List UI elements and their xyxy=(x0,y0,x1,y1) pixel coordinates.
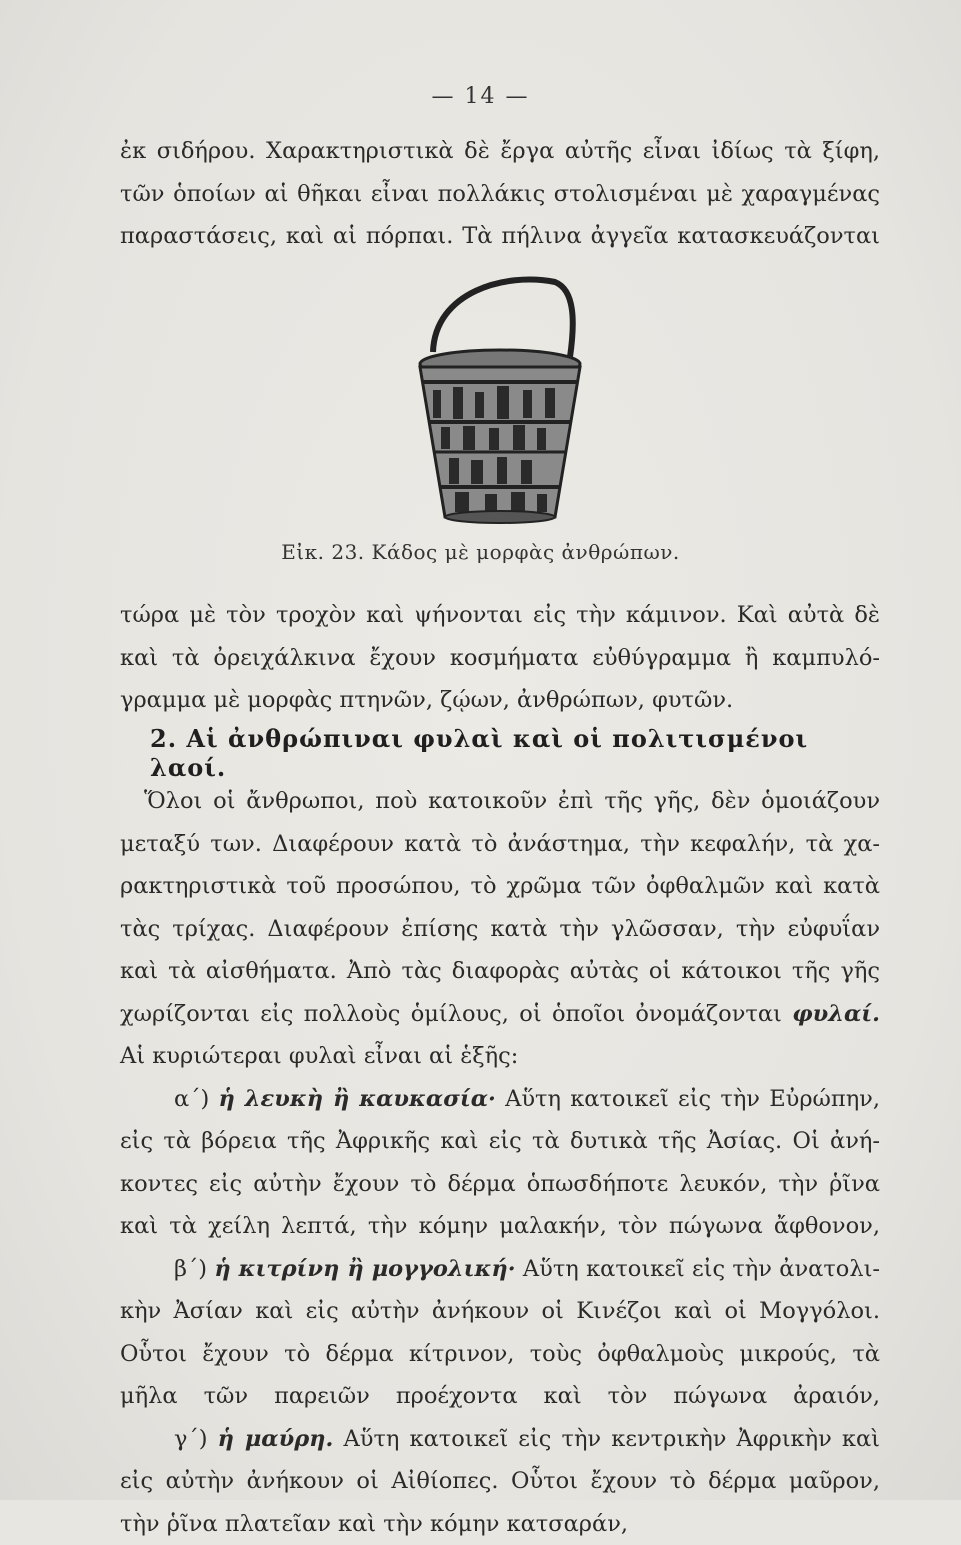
race-name: ἡ μαύρη. xyxy=(218,1426,334,1452)
text-line: Οὗτοι ἔχουν τὸ δέρμα κίτρινον, τοὺς ὀφθαλμοὺς μικρούς, τὰ xyxy=(120,1333,880,1376)
text-line: εἰς τὰ βόρεια τῆς Ἀφρικῆς καὶ εἰς τὰ δυτικὰ τῆς Ἀσίας. Οἱ ἀνή- xyxy=(120,1120,880,1163)
text-line: καὶ τὰ ὀρειχάλκινα ἔχουν κοσμήματα εὐθύγραμμα ἢ καμπυλό- xyxy=(120,637,880,680)
list-marker: β΄) xyxy=(174,1256,207,1282)
text-line: τὴν ῥῖνα πλατεῖαν καὶ τὴν κόμην κατσαράν, xyxy=(120,1503,880,1545)
text-line xyxy=(120,993,880,1036)
top-paragraph xyxy=(120,130,880,258)
race-a-line xyxy=(120,1078,880,1121)
list-marker: α΄) xyxy=(174,1086,209,1112)
text-line: εἰς αὐτὴν ἀνήκουν οἱ Αἰθίοπες. Οὗτοι ἔχουν τὸ δέρμα μαῦρον, xyxy=(120,1460,880,1503)
text-line: κὴν Ἀσίαν καὶ εἰς αὐτὴν ἀνήκουν οἱ Κινέζοι καὶ οἱ Μογγόλοι. xyxy=(120,1290,880,1333)
text-fragment: χωρίζονται εἰς πολλοὺς ὁμίλους, οἱ ὁποῖοι ὀνομάζονται xyxy=(120,1001,782,1027)
figure-caption: Εἰκ. 23. Κάδος μὲ μορφὰς ἀνθρώπων. xyxy=(0,540,961,564)
text-line: γραμμα μὲ μορφὰς πτηνῶν, ζῴων, ἀνθρώπων, φυτῶν. xyxy=(120,679,880,722)
text-line: κοντες εἰς αὐτὴν ἔχουν τὸ δέρμα ὁπωσδήποτε λευκόν, τὴν ῥῖνα xyxy=(120,1163,880,1206)
text-fragment: Αὕτη κατοικεῖ εἰς τὴν κεντρικὴν Ἀφρικὴν καὶ xyxy=(344,1426,880,1452)
list-marker: γ΄) xyxy=(174,1426,207,1452)
text-line: Ὅλοι οἱ ἄνθρωποι, ποὺ κατοικοῦν ἐπὶ τῆς γῆς, δὲν ὁμοιάζουν xyxy=(120,780,880,823)
term-races: φυλαί. xyxy=(792,1001,880,1027)
bucket-image xyxy=(405,272,595,532)
body-text xyxy=(120,780,880,1545)
text-line: μῆλα τῶν παρειῶν προέχοντα καὶ τὸν πώγωνα ἀραιόν, xyxy=(120,1375,880,1418)
text-line: τὰς τρίχας. Διαφέρουν ἐπίσης κατὰ τὴν γλῶσσαν, τὴν εὐφυΐαν xyxy=(120,908,880,951)
race-c-line xyxy=(120,1418,880,1461)
page-number: — 14 — xyxy=(0,84,961,109)
text-fragment: Αὕτη κατοικεῖ εἰς τὴν Εὐρώπην, xyxy=(505,1086,880,1112)
text-line: καὶ τὰ αἰσθήματα. Ἀπὸ τὰς διαφορὰς αὐτὰς οἱ κάτοικοι τῆς γῆς xyxy=(120,950,880,993)
text-line: τώρα μὲ τὸν τροχὸν καὶ ψήνονται εἰς τὴν κάμινον. Καὶ αὐτὰ δὲ xyxy=(120,594,880,637)
bucket-illustration xyxy=(405,272,595,532)
race-name: ἡ κιτρίνη ἢ μογγολική· xyxy=(214,1256,515,1282)
text-line: μεταξύ των. Διαφέρουν κατὰ τὸ ἀνάστημα, τὴν κεφαλήν, τὰ χα- xyxy=(120,823,880,866)
text-line: Αἱ κυριώτεραι φυλαὶ εἶναι αἱ ἑξῆς: xyxy=(120,1035,880,1078)
text-line: καὶ τὰ χείλη λεπτά, τὴν κόμην μαλακήν, τὸν πώγωνα ἄφθονον, xyxy=(120,1205,880,1248)
text-line: ἐκ σιδήρου. Χαρακτηριστικὰ δὲ ἔργα αὐτῆς εἶναι ἰδίως τὰ ξίφη, xyxy=(120,130,880,173)
section-heading: 2. Αἱ ἀνθρώπιναι φυλαὶ καὶ οἱ πολιτισμένοι λαοί. xyxy=(150,724,870,782)
middle-paragraph xyxy=(120,594,880,722)
race-name: ἡ λευκὴ ἢ καυκασία· xyxy=(218,1086,495,1112)
text-fragment: Αὕτη κατοικεῖ εἰς τὴν ἀνατολι- xyxy=(523,1256,880,1282)
text-line: ρακτηριστικὰ τοῦ προσώπου, τὸ χρῶμα τῶν ὀφθαλμῶν καὶ κατὰ xyxy=(120,865,880,908)
text-line: τῶν ὁποίων αἱ θῆκαι εἶναι πολλάκις στολισμέναι μὲ χαραγμένας xyxy=(120,173,880,216)
text-line: παραστάσεις, καὶ αἱ πόρπαι. Τὰ πήλινα ἀγγεῖα κατασκευάζονται xyxy=(120,215,880,258)
race-b-line xyxy=(120,1248,880,1291)
